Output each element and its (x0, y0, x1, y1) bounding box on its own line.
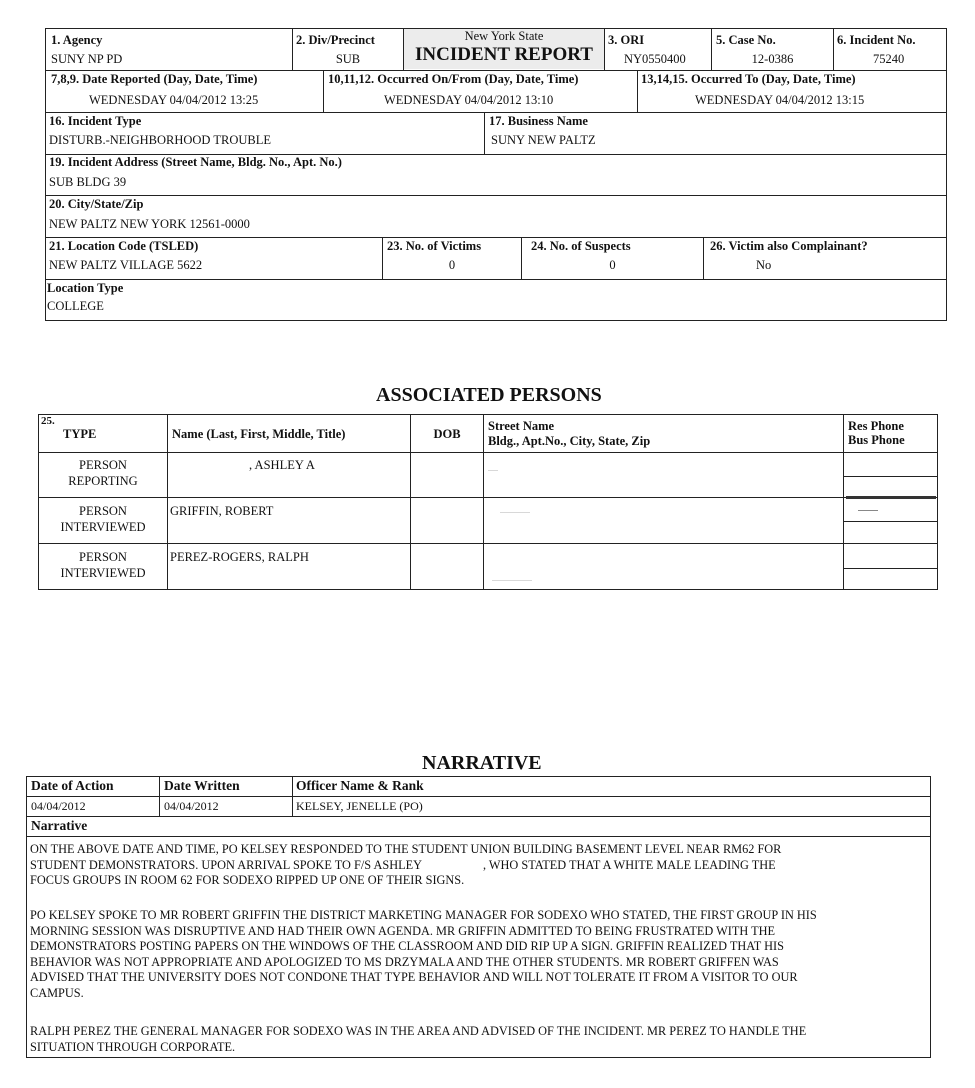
victims-label: 23. No. of Victims (387, 239, 482, 253)
divider (38, 497, 938, 498)
incident-address-value: SUB BLDG 39 (49, 175, 127, 189)
divider (604, 28, 605, 70)
divider (45, 237, 947, 238)
divider (323, 70, 324, 112)
state-label: New York State (464, 29, 544, 43)
narrative-line: RALPH PEREZ THE GENERAL MANAGER FOR SODEXO WAS IN THE AREA AND ADVISED OF THE INCIDENT. MR PEREZ TO HANDLE THE (30, 1024, 807, 1038)
case-no-label: 5. Case No. (716, 33, 776, 47)
divider (26, 836, 931, 837)
city-state-zip-value: NEW PALTZ NEW YORK 12561-0000 (49, 217, 250, 231)
col-street-header: Street Name (488, 419, 555, 433)
victims-value: 0 (448, 258, 456, 272)
officer-name-label: Officer Name & Rank (296, 778, 424, 793)
date-reported-value: WEDNESDAY 04/04/2012 13:25 (89, 93, 259, 107)
divider (167, 414, 168, 590)
location-code-label: 21. Location Code (TSLED) (49, 239, 199, 253)
col-address-header: Bldg., Apt.No., City, State, Zip (488, 434, 651, 448)
col-bus-phone-header: Bus Phone (848, 433, 905, 447)
ori-value: NY0550400 (624, 52, 686, 66)
narrative-line: DEMONSTRATORS POSTING PAPERS ON THE WINDOWS OF THE CLASSROOM AND DID RIP UP A SIGN. GRIFFIN REALIZED THAT HIS (30, 939, 784, 953)
agency-value: SUNY NP PD (51, 52, 123, 66)
divider (38, 452, 938, 453)
redaction-mark (858, 510, 878, 511)
business-name-label: 17. Business Name (489, 114, 588, 128)
redaction-mark (540, 544, 554, 546)
divider (38, 543, 938, 544)
divider (26, 796, 931, 797)
date-of-action-value: 04/04/2012 (31, 799, 86, 813)
div-precinct-value: SUB (335, 52, 361, 66)
col-type-header: TYPE (63, 427, 97, 441)
date-reported-label: 7,8,9. Date Reported (Day, Date, Time) (51, 72, 258, 86)
person-name: , ASHLEY A (249, 458, 315, 472)
date-written-label: Date Written (164, 778, 240, 793)
divider (45, 279, 947, 280)
person-type: PERSON (79, 458, 127, 472)
incident-type-label: 16. Incident Type (49, 114, 142, 128)
redaction-mark (500, 512, 530, 513)
narrative-paragraph-3 (30, 1024, 928, 1055)
narrative-line: ADVISED THAT THE UNIVERSITY DOES NOT CONDONE THAT TYPE BEHAVIOR AND WILL NOT TOLERATE IT FROM A VISITOR TO OUR (30, 970, 798, 984)
occurred-to-label: 13,14,15. Occurred To (Day, Date, Time) (641, 72, 856, 86)
location-type-value: COLLEGE (47, 299, 104, 313)
narrative-line: ON THE ABOVE DATE AND TIME, PO KELSEY RESPONDED TO THE STUDENT UNION BUILDING BASEMENT LEVEL NEAR RM62 FOR (30, 842, 782, 856)
narrative-title: NARRATIVE (422, 752, 542, 774)
suspects-label: 24. No. of Suspects (531, 239, 631, 253)
person-role: INTERVIEWED (60, 566, 146, 580)
divider (843, 521, 938, 522)
narrative-label: Narrative (31, 818, 88, 833)
divider (843, 476, 938, 477)
narrative-line: STUDENT DEMONSTRATORS. UPON ARRIVAL SPOKE TO F/S ASHLEY , WHO STATED THAT A WHITE MALE LEADING THE (30, 857, 776, 872)
col-name-header: Name (Last, First, Middle, Title) (172, 427, 346, 441)
person-role: REPORTING (68, 474, 138, 488)
person-type: PERSON (79, 550, 127, 564)
narrative-line: SITUATION THROUGH CORPORATE. (30, 1039, 236, 1054)
officer-name-value: KELSEY, JENELLE (PO) (296, 799, 423, 813)
col-number-label: 25. (41, 415, 55, 427)
redaction-bar (846, 496, 936, 499)
case-no-value: 12-0386 (751, 52, 794, 66)
incident-no-label: 6. Incident No. (837, 33, 916, 47)
incident-no-value: 75240 (873, 52, 905, 66)
divider (843, 568, 938, 569)
divider (292, 776, 293, 816)
occurred-from-label: 10,11,12. Occurred On/From (Day, Date, Time) (328, 72, 579, 86)
divider (45, 70, 947, 71)
incident-type-value: DISTURB.-NEIGHBORHOOD TROUBLE (49, 133, 271, 147)
narrative-line: PO KELSEY SPOKE TO MR ROBERT GRIFFIN THE DISTRICT MARKETING MANAGER FOR SODEXO WHO STATED, THE FIRST GROUP IN HIS (30, 908, 817, 922)
person-name: GRIFFIN, ROBERT (170, 504, 274, 518)
occurred-from-value: WEDNESDAY 04/04/2012 13:10 (384, 93, 554, 107)
incident-address-label: 19. Incident Address (Street Name, Bldg. No., Apt. No.) (49, 155, 342, 169)
person-type: PERSON (79, 504, 127, 518)
person-role: INTERVIEWED (60, 520, 146, 534)
divider (45, 112, 947, 113)
divider (833, 28, 834, 70)
divider (703, 237, 704, 279)
person-name: PEREZ-ROGERS, RALPH (170, 550, 309, 564)
div-precinct-label: 2. Div/Precinct (296, 33, 375, 47)
victim-complainant-value: No (756, 258, 772, 272)
associated-persons-title: ASSOCIATED PERSONS (376, 384, 602, 406)
divider (45, 195, 947, 196)
business-name-value: SUNY NEW PALTZ (491, 133, 596, 147)
divider (484, 112, 485, 154)
divider (159, 776, 160, 816)
divider (843, 414, 844, 590)
agency-label: 1. Agency (51, 33, 103, 47)
city-state-zip-label: 20. City/State/Zip (49, 197, 144, 211)
report-title: INCIDENT REPORT (415, 44, 593, 65)
suspects-value: 0 (609, 258, 616, 272)
narrative-paragraph-1 (30, 842, 928, 889)
victim-complainant-label: 26. Victim also Complainant? (710, 239, 868, 253)
col-res-phone-header: Res Phone (848, 419, 904, 433)
location-code-value: NEW PALTZ VILLAGE 5622 (49, 258, 203, 272)
narrative-paragraph-2 (30, 908, 928, 1001)
divider (637, 70, 638, 112)
redaction-mark (492, 580, 532, 581)
narrative-line: MORNING SESSION WAS DISRUPTIVE AND HAD THEIR OWN AGENDA. MR GRIFFIN ADMITTED TO BEING FRUSTRATED WITH THE (30, 923, 776, 938)
divider (483, 414, 484, 590)
ori-label: 3. ORI (608, 33, 645, 47)
narrative-line: FOCUS GROUPS IN ROOM 62 FOR SODEXO RIPPED UP ONE OF THEIR SIGNS. (30, 873, 465, 887)
col-dob-header: DOB (433, 427, 461, 441)
date-written-value: 04/04/2012 (164, 799, 219, 813)
narrative-line: BEHAVIOR WAS NOT APPROPRIATE AND APOLOGIZED TO MS DRZYMALA AND THE OTHER STUDENTS. MR ROBERT GRIFFEN WAS (30, 954, 779, 969)
narrative-line: CAMPUS. (30, 985, 84, 1000)
redaction-mark (488, 470, 498, 471)
divider (26, 816, 931, 817)
date-of-action-label: Date of Action (31, 778, 114, 793)
location-type-label: Location Type (47, 281, 124, 295)
occurred-to-value: WEDNESDAY 04/04/2012 13:15 (695, 93, 865, 107)
